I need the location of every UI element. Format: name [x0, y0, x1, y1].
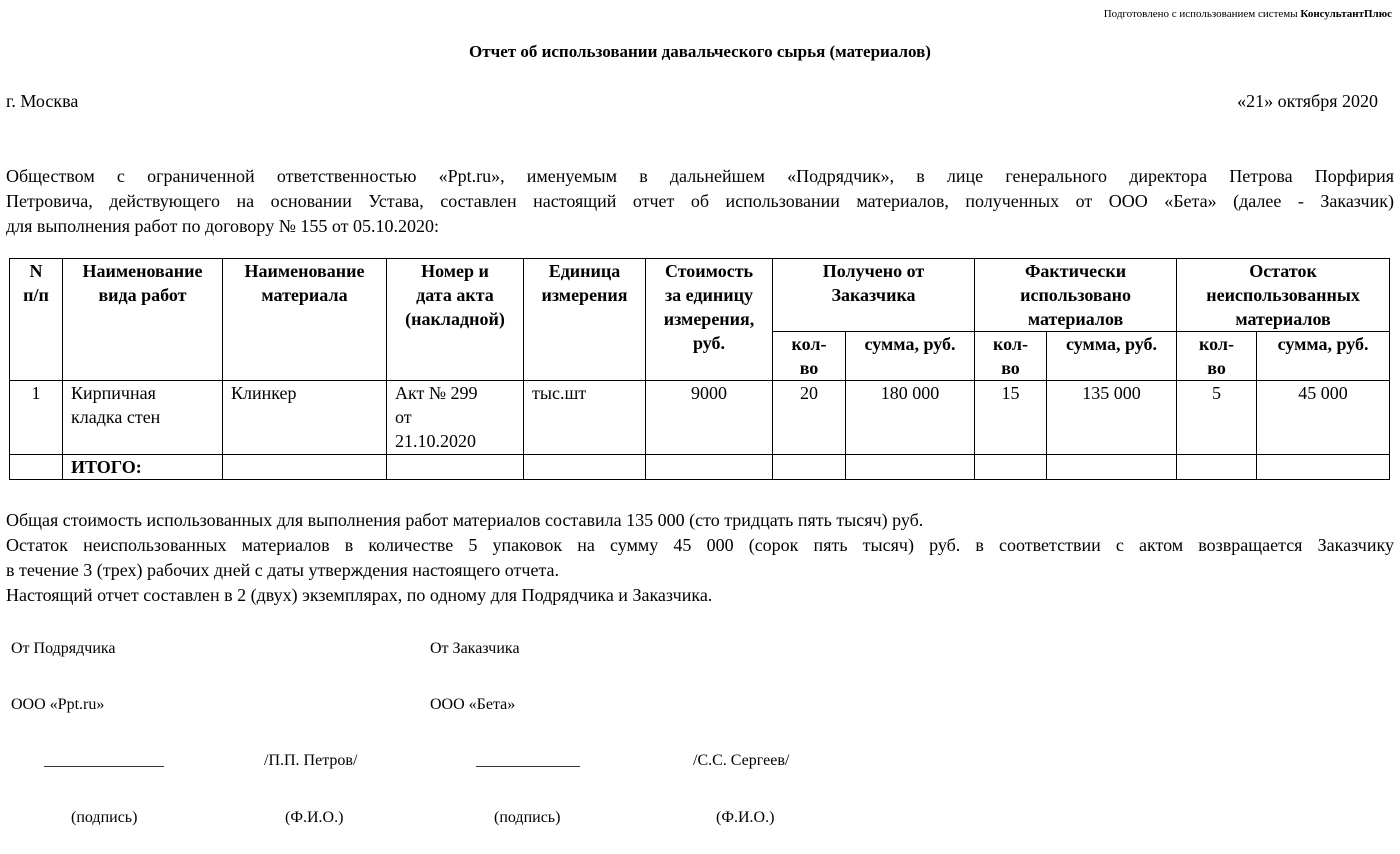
customer-name-caption: (Ф.И.О.)	[716, 809, 775, 826]
cell-received-qty: 20	[773, 381, 846, 455]
intro-line: Обществом с ограниченной ответственностью «Ppt.ru», именуемым в дальнейшем «Подрядчик», в лице генерального директора Петрова Порфирия	[6, 166, 1394, 186]
col-header-used: Фактически использовано материалов	[975, 259, 1177, 332]
total-label: ИТОГО:	[63, 455, 223, 480]
col-header-unit: Единица измерения	[524, 259, 646, 381]
col-header-work: Наименование вида работ	[63, 259, 223, 381]
contractor-org: ООО «Ppt.ru»	[11, 696, 105, 713]
contractor-signature-caption: (подпись)	[71, 809, 138, 826]
cell-work: Кирпичная кладка стен	[63, 381, 223, 455]
summary-paragraph	[6, 508, 1394, 608]
contractor-name-caption: (Ф.И.О.)	[285, 809, 344, 826]
col-header-remaining: Остаток неиспользованных материалов	[1177, 259, 1390, 332]
col-header-received: Получено от Заказчика	[773, 259, 975, 332]
summary-line: Остаток неиспользованных материалов в количестве 5 упаковок на сумму 45 000 (сорок пять тысяч) руб. в соответствии с актом возвращается Заказчику	[6, 535, 1394, 555]
customer-label: От Заказчика	[430, 640, 520, 657]
cell-remaining-sum: 45 000	[1257, 381, 1390, 455]
subheader-received-sum: сумма, руб.	[846, 332, 975, 381]
customer-signature-caption: (подпись)	[494, 809, 561, 826]
col-header-cost: Стоимость за единицу измерения, руб.	[646, 259, 773, 381]
document-city: г. Москва	[6, 91, 79, 111]
cell-used-sum: 135 000	[1047, 381, 1177, 455]
cell-unit: тыс.шт	[524, 381, 646, 455]
customer-name: /С.С. Сергеев/	[693, 752, 790, 769]
table-header-row	[10, 259, 1390, 332]
intro-line: Петровича, действующего на основании Устава, составлен настоящий отчет об использовании материалов, полученных от ООО «Бета» (далее - Заказчик)	[6, 191, 1394, 211]
intro-paragraph	[6, 164, 1394, 239]
subheader-used-sum: сумма, руб.	[1047, 332, 1177, 381]
customer-signature-line: _____________	[476, 752, 580, 769]
col-header-num: N п/п	[10, 259, 63, 381]
intro-line: для выполнения работ по договору № 155 от 05.10.2020:	[6, 216, 440, 236]
contractor-name: /П.П. Петров/	[264, 752, 358, 769]
cell-cost: 9000	[646, 381, 773, 455]
header-note-brand: КонсультантПлюс	[1300, 8, 1392, 20]
contractor-signature-line: _______________	[44, 752, 164, 769]
header-note-prefix: Подготовлено с использованием системы	[1103, 8, 1298, 20]
table-total-row	[10, 455, 1390, 480]
col-header-act: Номер и дата акта (накладной)	[387, 259, 524, 381]
customer-org: ООО «Бета»	[430, 696, 516, 713]
subheader-remaining-qty: кол- во	[1177, 332, 1257, 381]
cell-act: Акт № 299 от 21.10.2020	[387, 381, 524, 455]
subheader-used-qty: кол- во	[975, 332, 1047, 381]
subheader-received-qty: кол- во	[773, 332, 846, 381]
summary-line: в течение 3 (трех) рабочих дней с даты утверждения настоящего отчета.	[6, 560, 560, 580]
subheader-remaining-sum: сумма, руб.	[1257, 332, 1390, 381]
cell-used-qty: 15	[975, 381, 1047, 455]
cell-remaining-qty: 5	[1177, 381, 1257, 455]
col-header-material: Наименование материала	[223, 259, 387, 381]
summary-line: Настоящий отчет составлен в 2 (двух) экземплярах, по одному для Подрядчика и Заказчика.	[6, 585, 713, 605]
cell-num: 1	[10, 381, 63, 455]
document-title: Отчет об использовании давальческого сырья (материалов)	[469, 42, 931, 61]
cell-material: Клинкер	[223, 381, 387, 455]
header-note	[1104, 8, 1392, 20]
table-row	[10, 381, 1390, 455]
document-date: «21» октября 2020	[1237, 91, 1378, 111]
summary-line: Общая стоимость использованных для выполнения работ материалов составила 135 000 (сто тридцать пять тысяч) руб.	[6, 510, 924, 530]
cell-received-sum: 180 000	[846, 381, 975, 455]
contractor-label: От Подрядчика	[11, 640, 116, 657]
materials-table	[9, 258, 1390, 480]
